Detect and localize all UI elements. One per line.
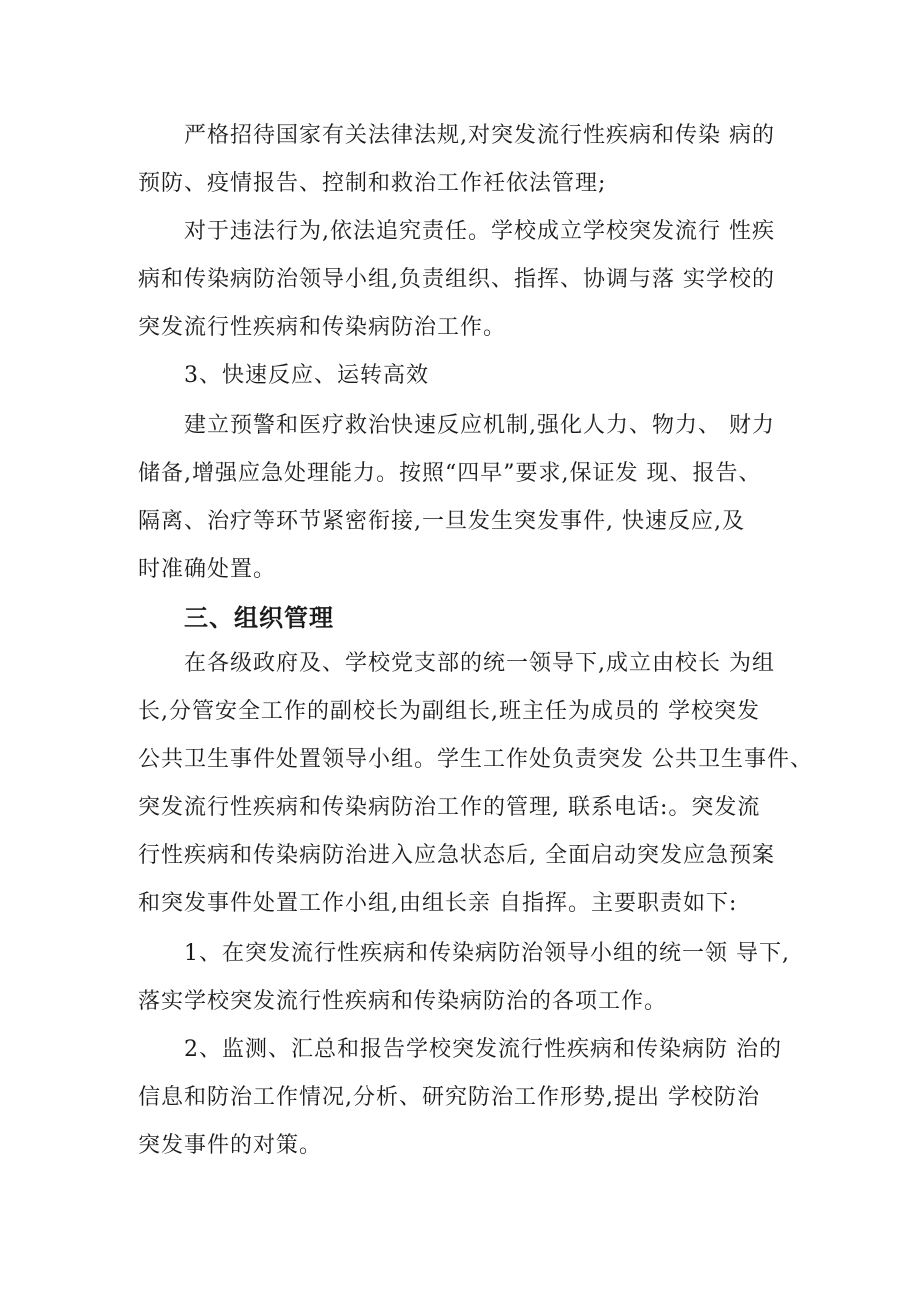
text-line: 突发流行性疾病和传染病防治工作的管理, 联系电话:。突发流	[138, 795, 761, 820]
text-line: 行性疾病和传染病防治进入应急状态后, 全面启动突发应急预案	[138, 843, 775, 868]
text-line: 储备,增强应急处理能力。按照“四早”要求,保证发 现、报告、	[138, 461, 762, 486]
paragraph-duty-1	[138, 930, 790, 1026]
paragraph-early-warning	[138, 402, 790, 594]
text-line: 预防、疫情报告、控制和救治工作衽依法管理;	[138, 171, 607, 196]
text-line: 落实学校突发流行性疾病和传染病防治的各项工作。	[138, 989, 668, 1014]
text-line: 1、在突发流行性疾病和传染病防治领导小组的统一领 导下,	[184, 941, 790, 966]
text-line: 隔离、治疗等环节紧密衔接,一旦发生突发事件, 快速反应,及	[138, 509, 745, 534]
text-line: 公共卫生事件处置领导小组。学生工作处负责突发 公共卫生事件、	[138, 747, 813, 772]
paragraph-organization	[138, 640, 813, 928]
paragraph-duty-2	[138, 1026, 790, 1170]
text-line: 时准确处置。	[138, 557, 277, 582]
text-line: 突发流行性疾病和传染病防治工作。	[138, 315, 507, 340]
text-line: 和突发事件处置工作小组,由组长亲 自指挥。主要职责如下:	[138, 891, 738, 916]
text-line: 对于违法行为,依法追究责任。学校成立学校突发流行 性疾	[184, 219, 775, 244]
section-heading: 三、组织管理	[184, 604, 334, 632]
text-line: 建立预警和医疗救治快速反应机制,强化人力、物力、 财力	[184, 413, 775, 438]
text-line: 在各级政府及、学校党支部的统一领导下,成立由校长 为组	[184, 651, 775, 676]
text-line: 病和传染病防治领导小组,负责组织、指挥、协调与落 实学校的	[138, 267, 775, 292]
text-line: 长,分管安全工作的副校长为副组长,班主任为成员的 学校突发	[138, 699, 760, 724]
paragraph-legal-compliance	[138, 112, 790, 208]
text-line: 3、快速反应、运转高效	[184, 363, 429, 388]
text-line: 突发事件的对策。	[138, 1133, 323, 1158]
text-line: 严格招待国家有关法律法规,对突发流行性疾病和传染 病的	[184, 123, 775, 148]
paragraph-rapid-response-title	[138, 352, 790, 400]
paragraph-accountability	[138, 208, 790, 352]
text-line: 信息和防治工作情况,分析、研究防治工作形势,提出 学校防治	[138, 1085, 760, 1110]
text-line: 2、监测、汇总和报告学校突发流行性疾病和传染病防 治的	[184, 1037, 782, 1062]
